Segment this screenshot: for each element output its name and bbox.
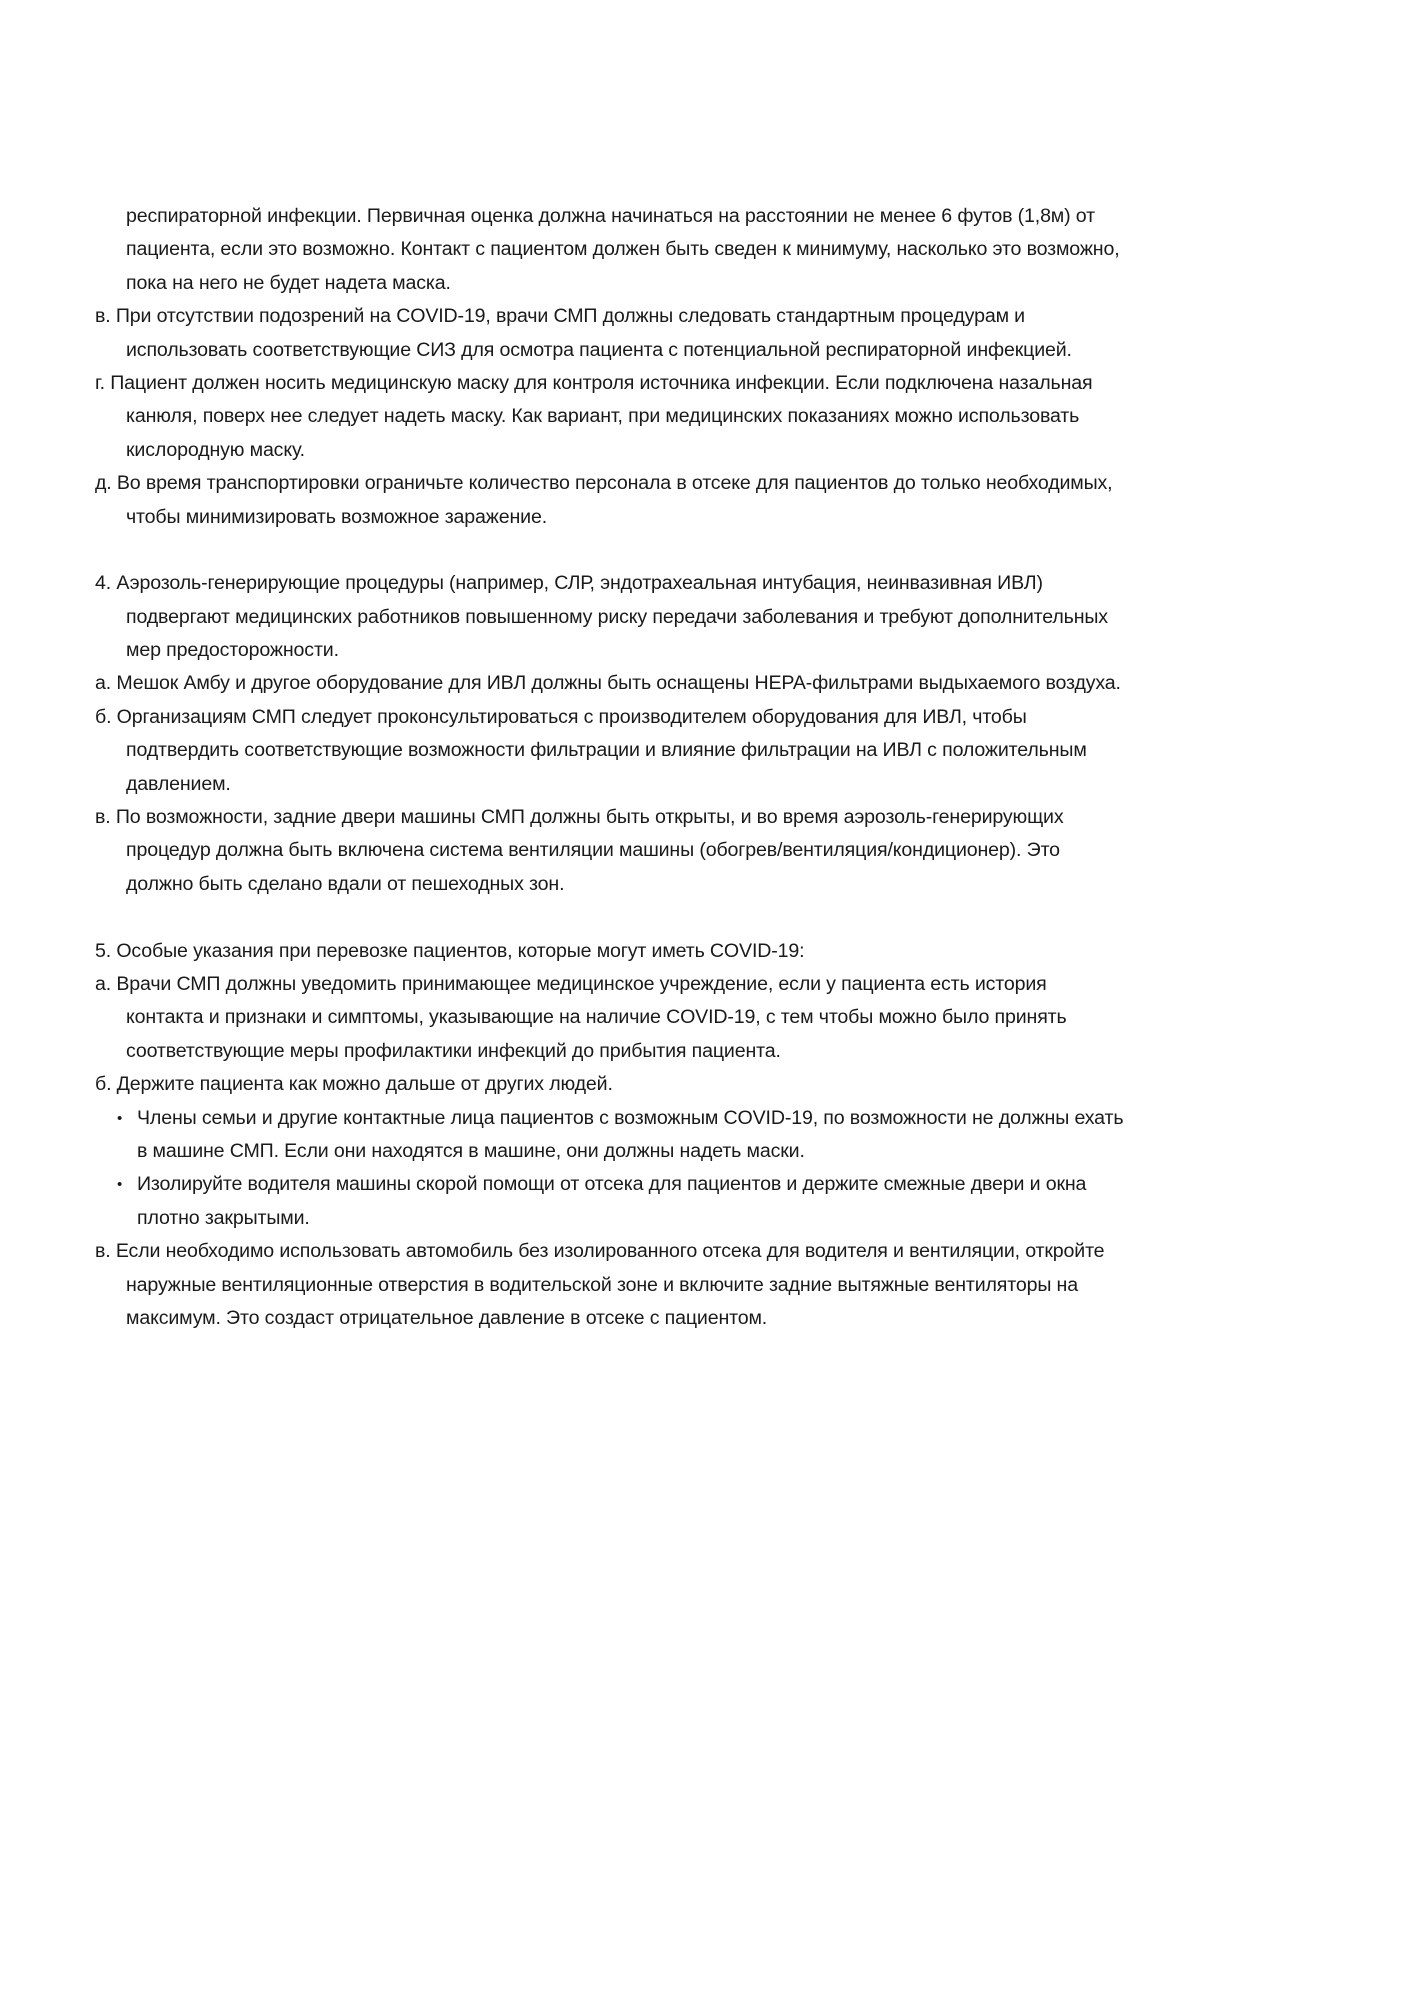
- list-item-continuation: канюля, поверх нее следует надеть маску. Как вариант, при медицинских показаниях можно использовать: [126, 405, 1080, 428]
- list-item-b: б. Организациям СМП следует проконсультироваться с производителем оборудования для ИВЛ, чтобы: [95, 705, 1027, 728]
- list-item-continuation: кислородную маску.: [126, 438, 305, 461]
- section-continuation: подвергают медицинских работников повышенному риску передачи заболевания и требуют дополнительных: [126, 605, 1108, 628]
- paragraph-spacer: [95, 901, 1355, 934]
- paragraph-line: пока на него не будет надета маска.: [126, 271, 451, 294]
- list-item-continuation: подтвердить соответствующие возможности фильтрации и влияние фильтрации на ИВЛ с положительным: [126, 739, 1087, 762]
- list-item-continuation: максимум. Это создаст отрицательное давление в отсеке с пациентом.: [126, 1306, 768, 1329]
- bullet-item: [95, 1102, 1355, 1135]
- bullet-icon: •: [117, 1109, 123, 1127]
- list-item-continuation: контакта и признаки и симптомы, указывающие на наличие COVID-19, с тем чтобы можно было принять: [126, 1006, 1067, 1029]
- section-continuation: мер предосторожности.: [126, 639, 339, 662]
- bullet-item: [95, 1168, 1355, 1201]
- list-item-v: в. По возможности, задние двери машины СМП должны быть открыты, и во время аэрозоль-генерирующих: [95, 806, 1064, 829]
- list-item-continuation: использовать соответствующие СИЗ для осмотра пациента с потенциальной респираторной инфекцией.: [126, 338, 1072, 361]
- list-item-b: б. Держите пациента как можно дальше от других людей.: [95, 1073, 613, 1096]
- paragraph-line: пациента, если это возможно. Контакт с пациентом должен быть сведен к минимуму, насколько это возможно,: [126, 238, 1120, 261]
- section-5-heading: 5. Особые указания при перевозке пациентов, которые могут иметь COVID-19:: [95, 939, 805, 962]
- list-item-d: д. Во время транспортировки ограничьте количество персонала в отсеке для пациентов до только необходимых,: [95, 472, 1113, 495]
- list-item-continuation: должно быть сделано вдали от пешеходных зон.: [126, 872, 565, 895]
- paragraph-line: респираторной инфекции. Первичная оценка должна начинаться на расстоянии не менее 6 футов (1,8м) от: [126, 205, 1095, 227]
- section-4-heading: 4. Аэрозоль-генерирующие процедуры (например, СЛР, эндотрахеальная интубация, неинвазивная ИВЛ): [95, 572, 1043, 595]
- list-item-a: а. Врачи СМП должны уведомить принимающее медицинское учреждение, если у пациента есть история: [95, 972, 1047, 995]
- paragraph-spacer: [95, 534, 1355, 567]
- list-item-continuation: соответствующие меры профилактики инфекций до прибытия пациента.: [126, 1039, 781, 1062]
- bullet-text: Члены семьи и другие контактные лица пациентов с возможным COVID-19, по возможности не должны ехать: [137, 1106, 1124, 1129]
- list-item-g: г. Пациент должен носить медицинскую маску для контроля источника инфекции. Если подключена назальная: [95, 371, 1093, 394]
- document-body: [95, 200, 1355, 1335]
- list-item-continuation: наружные вентиляционные отверстия в водительской зоне и включите задние вытяжные вентиляторы на: [126, 1273, 1078, 1296]
- bullet-icon: •: [117, 1176, 123, 1194]
- list-item-v: в. При отсутствии подозрений на COVID-19, врачи СМП должны следовать стандартным процедурам и: [95, 305, 1025, 328]
- bullet-continuation: в машине СМП. Если они находятся в машине, они должны надеть маски.: [137, 1139, 805, 1162]
- list-item-continuation: процедур должна быть включена система вентиляции машины (обогрев/вентиляция/кондиционер). Это: [126, 839, 1060, 862]
- list-item-v: в. Если необходимо использовать автомобиль без изолированного отсека для водителя и вентиляции, откройте: [95, 1240, 1105, 1263]
- bullet-text: Изолируйте водителя машины скорой помощи от отсека для пациентов и держите смежные двери и окна: [137, 1173, 1087, 1196]
- bullet-continuation: плотно закрытыми.: [137, 1206, 310, 1229]
- list-item-continuation: чтобы минимизировать возможное заражение.: [126, 505, 548, 528]
- list-item-a: а. Мешок Амбу и другое оборудование для ИВЛ должны быть оснащены HEPA-фильтрами выдыхаемого воздуха.: [95, 672, 1121, 695]
- list-item-continuation: давлением.: [126, 772, 231, 795]
